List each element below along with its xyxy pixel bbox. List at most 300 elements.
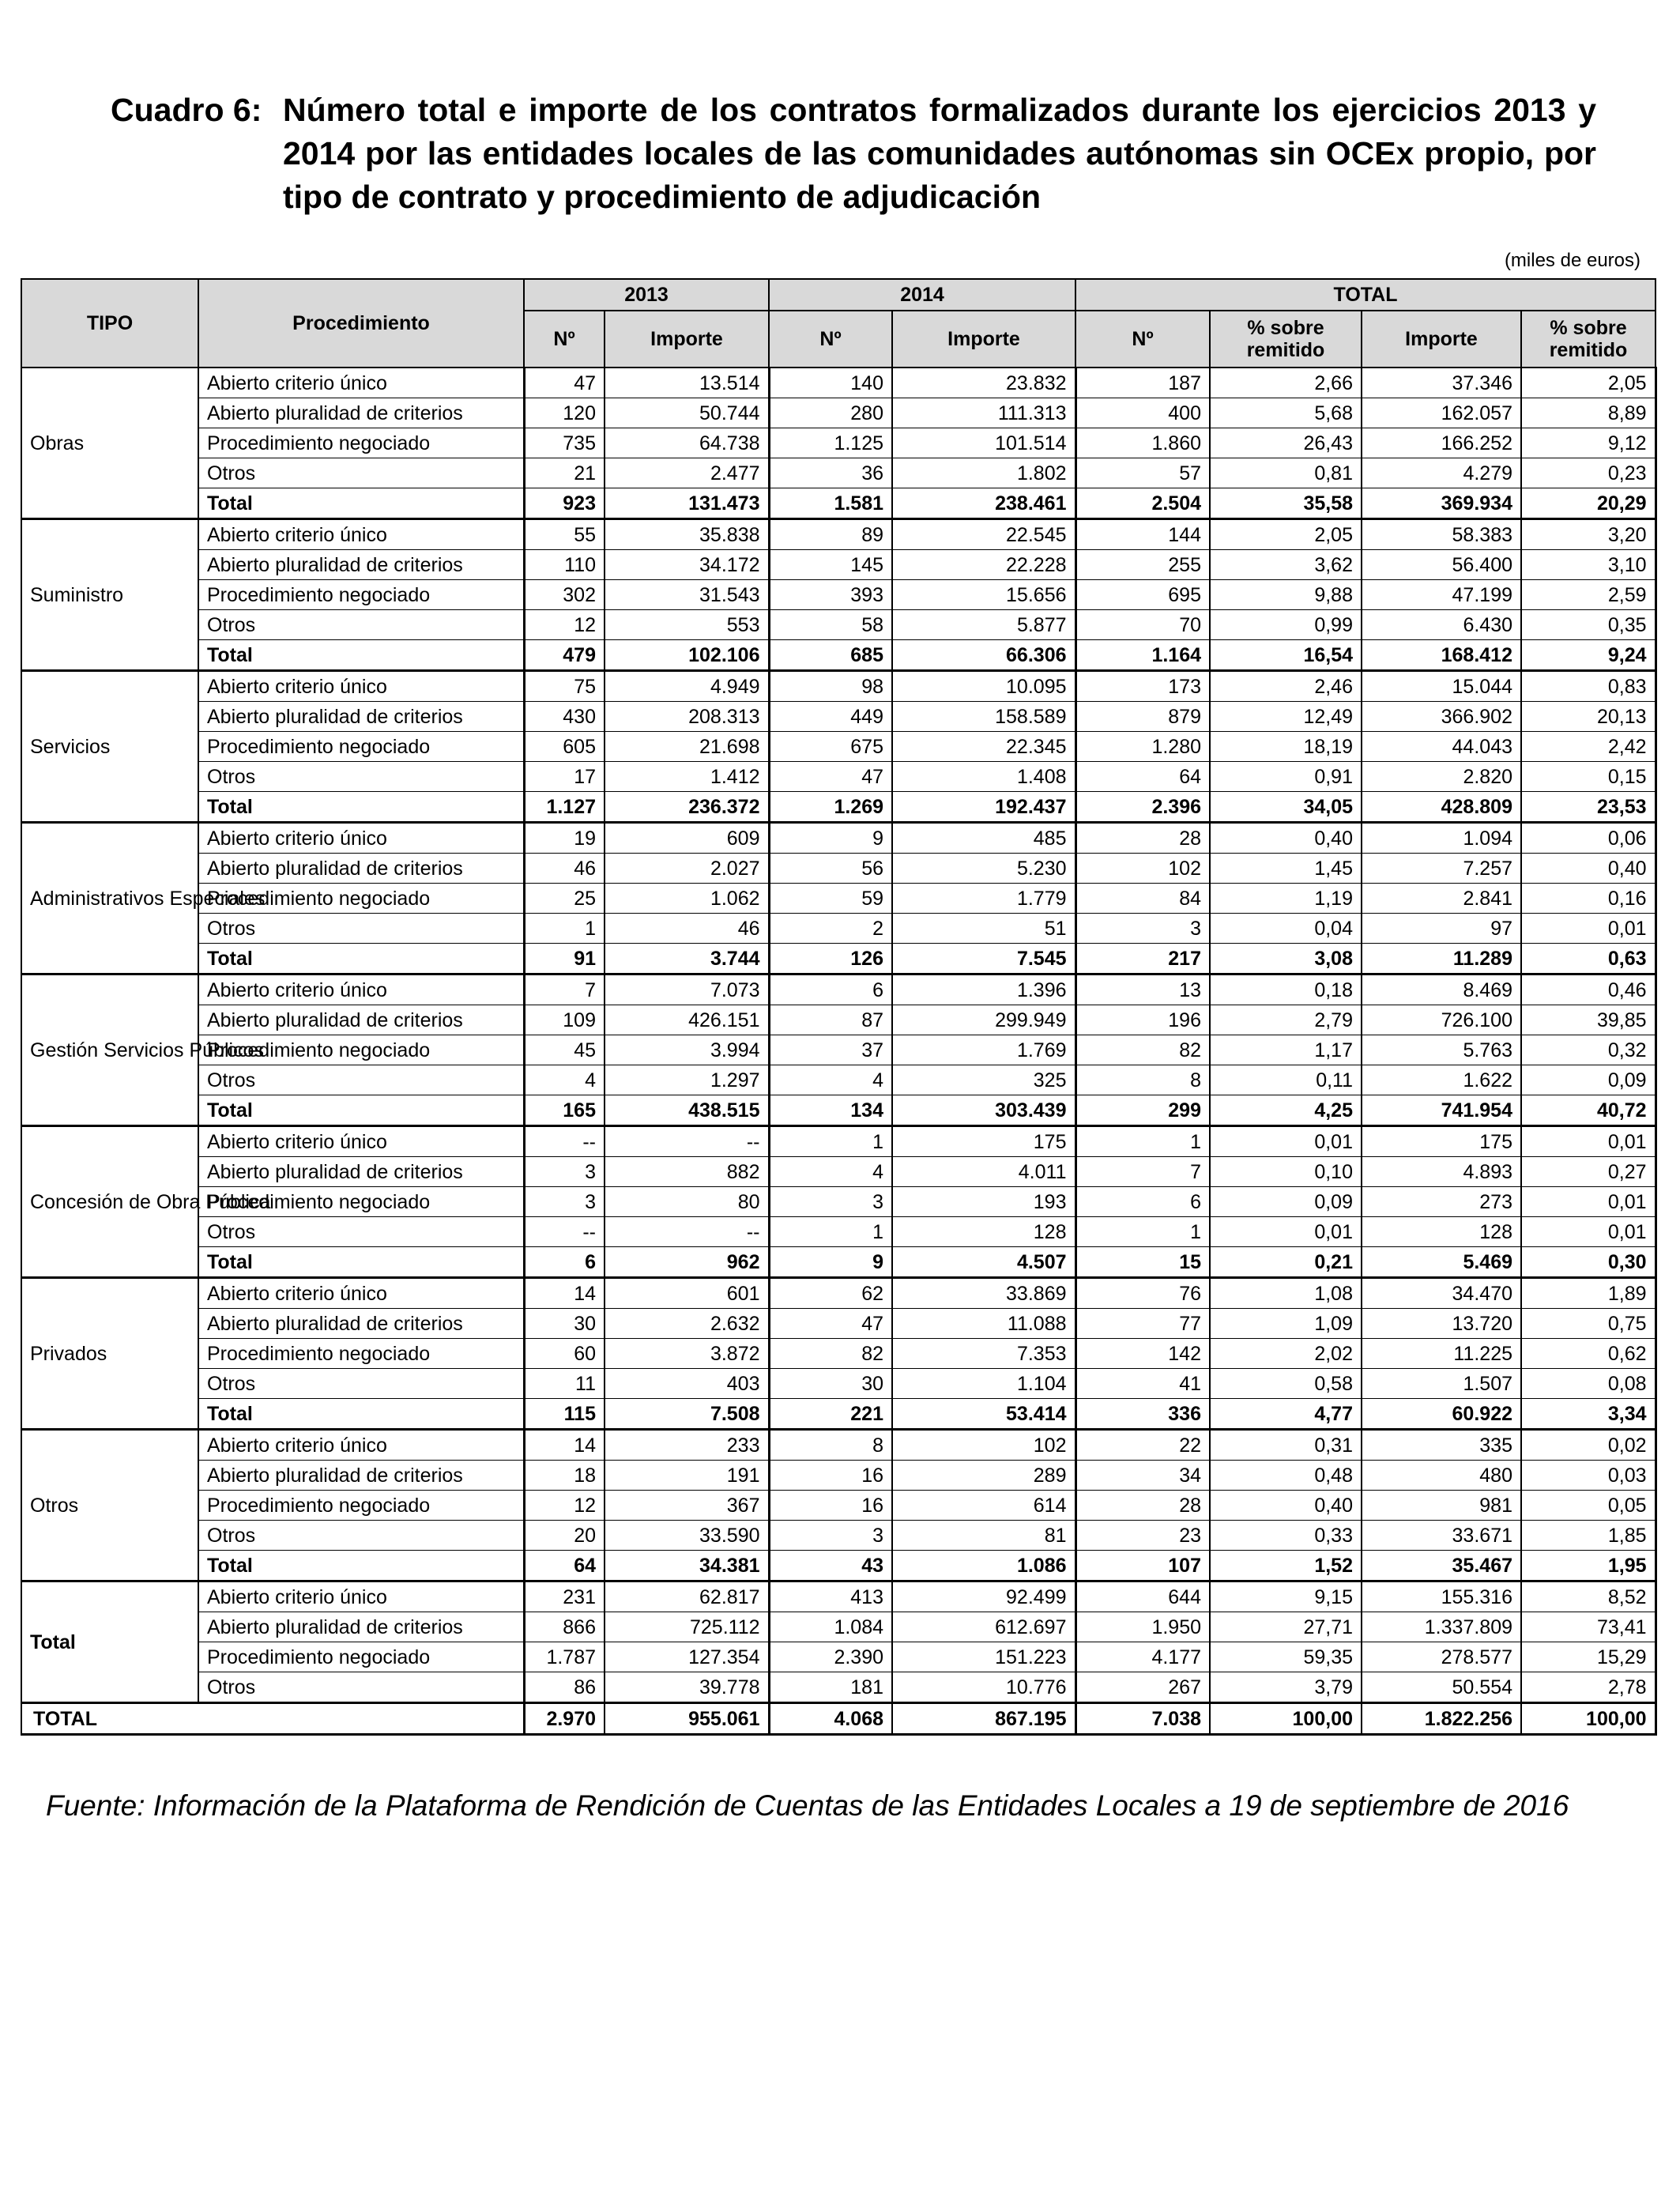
value-cell: 2.396 bbox=[1075, 792, 1210, 823]
grand-total-value: 4.068 bbox=[769, 1703, 892, 1735]
tipo-cell: Obras bbox=[21, 368, 198, 519]
procedimiento-cell: Abierto criterio único bbox=[198, 1278, 524, 1309]
value-cell: 16 bbox=[769, 1491, 892, 1521]
table-row bbox=[21, 580, 1656, 610]
value-cell: 8 bbox=[769, 1430, 892, 1461]
value-cell: 0,01 bbox=[1521, 1187, 1656, 1217]
value-cell: 1,17 bbox=[1210, 1035, 1362, 1065]
value-cell: 236.372 bbox=[605, 792, 769, 823]
value-cell: 1.297 bbox=[605, 1065, 769, 1095]
value-cell: 175 bbox=[1362, 1126, 1521, 1157]
value-cell: 438.515 bbox=[605, 1095, 769, 1126]
value-cell: 0,33 bbox=[1210, 1521, 1362, 1551]
value-cell: 4.011 bbox=[892, 1157, 1075, 1187]
value-cell: 1.104 bbox=[892, 1369, 1075, 1399]
value-cell: 120 bbox=[524, 398, 605, 428]
value-cell: 4.949 bbox=[605, 671, 769, 702]
tipo-cell: Administrativos Especiales bbox=[21, 823, 198, 974]
value-cell: -- bbox=[605, 1217, 769, 1247]
procedimiento-cell: Total bbox=[198, 792, 524, 823]
value-cell: 4.279 bbox=[1362, 458, 1521, 488]
value-cell: 27,71 bbox=[1210, 1612, 1362, 1642]
table-row bbox=[21, 1035, 1656, 1065]
value-cell: 449 bbox=[769, 702, 892, 732]
value-cell: 45 bbox=[524, 1035, 605, 1065]
value-cell: 289 bbox=[892, 1461, 1075, 1491]
header-pct-n: % sobre remitido bbox=[1210, 311, 1362, 368]
value-cell: 64 bbox=[1075, 762, 1210, 792]
table-row bbox=[21, 1612, 1656, 1642]
value-cell: 126 bbox=[769, 944, 892, 974]
value-cell: 18 bbox=[524, 1461, 605, 1491]
value-cell: 280 bbox=[769, 398, 892, 428]
table-row bbox=[21, 823, 1656, 854]
table-row bbox=[21, 1187, 1656, 1217]
value-cell: 0,99 bbox=[1210, 610, 1362, 640]
value-cell: 612.697 bbox=[892, 1612, 1075, 1642]
table-row bbox=[21, 974, 1656, 1005]
value-cell: 3,10 bbox=[1521, 550, 1656, 580]
procedimiento-cell: Procedimiento negociado bbox=[198, 1491, 524, 1521]
value-cell: 87 bbox=[769, 1005, 892, 1035]
value-cell: 221 bbox=[769, 1399, 892, 1430]
value-cell: -- bbox=[605, 1126, 769, 1157]
value-cell: 34.381 bbox=[605, 1551, 769, 1581]
value-cell: 1 bbox=[1075, 1217, 1210, 1247]
procedimiento-cell: Abierto pluralidad de criterios bbox=[198, 1309, 524, 1339]
tipo-cell: Total bbox=[21, 1581, 198, 1703]
value-cell: 208.313 bbox=[605, 702, 769, 732]
value-cell: 2,02 bbox=[1210, 1339, 1362, 1369]
value-cell: 9,12 bbox=[1521, 428, 1656, 458]
header-procedimiento: Procedimiento bbox=[198, 279, 524, 368]
tipo-cell: Otros bbox=[21, 1430, 198, 1581]
header-n-total: Nº bbox=[1075, 311, 1210, 368]
value-cell: 62 bbox=[769, 1278, 892, 1309]
value-cell: 82 bbox=[769, 1339, 892, 1369]
value-cell: 1.507 bbox=[1362, 1369, 1521, 1399]
value-cell: 5.763 bbox=[1362, 1035, 1521, 1065]
value-cell: 158.589 bbox=[892, 702, 1075, 732]
value-cell: 40,72 bbox=[1521, 1095, 1656, 1126]
value-cell: 16,54 bbox=[1210, 640, 1362, 671]
value-cell: 1 bbox=[1075, 1126, 1210, 1157]
value-cell: 26,43 bbox=[1210, 428, 1362, 458]
value-cell: 1.787 bbox=[524, 1642, 605, 1672]
value-cell: 102 bbox=[1075, 854, 1210, 884]
value-cell: 7.257 bbox=[1362, 854, 1521, 884]
value-cell: 0,30 bbox=[1521, 1247, 1656, 1278]
table-row bbox=[21, 1309, 1656, 1339]
value-cell: 17 bbox=[524, 762, 605, 792]
table-row bbox=[21, 1461, 1656, 1491]
value-cell: 187 bbox=[1075, 368, 1210, 398]
value-cell: 553 bbox=[605, 610, 769, 640]
value-cell: 0,27 bbox=[1521, 1157, 1656, 1187]
value-cell: 1 bbox=[769, 1126, 892, 1157]
value-cell: 2 bbox=[769, 914, 892, 944]
contracts-table bbox=[21, 278, 1657, 1736]
value-cell: 64 bbox=[524, 1551, 605, 1581]
tipo-cell: Privados bbox=[21, 1278, 198, 1430]
value-cell: 2.820 bbox=[1362, 762, 1521, 792]
value-cell: 5.469 bbox=[1362, 1247, 1521, 1278]
value-cell: 7 bbox=[524, 974, 605, 1005]
value-cell: 0,23 bbox=[1521, 458, 1656, 488]
value-cell: 11 bbox=[524, 1369, 605, 1399]
value-cell: 3 bbox=[524, 1157, 605, 1187]
value-cell: 44.043 bbox=[1362, 732, 1521, 762]
value-cell: 4.893 bbox=[1362, 1157, 1521, 1187]
value-cell: 0,91 bbox=[1210, 762, 1362, 792]
value-cell: 1,89 bbox=[1521, 1278, 1656, 1309]
value-cell: 4 bbox=[524, 1065, 605, 1095]
procedimiento-cell: Otros bbox=[198, 914, 524, 944]
value-cell: 56.400 bbox=[1362, 550, 1521, 580]
value-cell: 403 bbox=[605, 1369, 769, 1399]
value-cell: 9,24 bbox=[1521, 640, 1656, 671]
procedimiento-cell: Total bbox=[198, 1399, 524, 1430]
value-cell: 1,95 bbox=[1521, 1551, 1656, 1581]
value-cell: 60.922 bbox=[1362, 1399, 1521, 1430]
value-cell: 400 bbox=[1075, 398, 1210, 428]
value-cell: 151.223 bbox=[892, 1642, 1075, 1672]
value-cell: 115 bbox=[524, 1399, 605, 1430]
table-row bbox=[21, 702, 1656, 732]
value-cell: 393 bbox=[769, 580, 892, 610]
table-row bbox=[21, 428, 1656, 458]
value-cell: 741.954 bbox=[1362, 1095, 1521, 1126]
value-cell: 173 bbox=[1075, 671, 1210, 702]
value-cell: 0,46 bbox=[1521, 974, 1656, 1005]
procedimiento-cell: Procedimiento negociado bbox=[198, 1035, 524, 1065]
table-row bbox=[21, 732, 1656, 762]
value-cell: 14 bbox=[524, 1430, 605, 1461]
value-cell: 0,01 bbox=[1521, 1126, 1656, 1157]
value-cell: 0,01 bbox=[1210, 1126, 1362, 1157]
value-cell: 134 bbox=[769, 1095, 892, 1126]
value-cell: 0,21 bbox=[1210, 1247, 1362, 1278]
value-cell: 59 bbox=[769, 884, 892, 914]
value-cell: 430 bbox=[524, 702, 605, 732]
value-cell: 601 bbox=[605, 1278, 769, 1309]
procedimiento-cell: Abierto criterio único bbox=[198, 1581, 524, 1612]
value-cell: 0,01 bbox=[1210, 1217, 1362, 1247]
value-cell: 192.437 bbox=[892, 792, 1075, 823]
value-cell: 0,06 bbox=[1521, 823, 1656, 854]
value-cell: 1,85 bbox=[1521, 1521, 1656, 1551]
grand-total-value: 867.195 bbox=[892, 1703, 1075, 1735]
value-cell: 8 bbox=[1075, 1065, 1210, 1095]
value-cell: 144 bbox=[1075, 519, 1210, 550]
value-cell: 428.809 bbox=[1362, 792, 1521, 823]
value-cell: 1.086 bbox=[892, 1551, 1075, 1581]
value-cell: 3 bbox=[769, 1187, 892, 1217]
value-cell: 5.230 bbox=[892, 854, 1075, 884]
value-cell: 37 bbox=[769, 1035, 892, 1065]
value-cell: 255 bbox=[1075, 550, 1210, 580]
value-cell: 82 bbox=[1075, 1035, 1210, 1065]
procedimiento-cell: Total bbox=[198, 944, 524, 974]
grand-total-value: 955.061 bbox=[605, 1703, 769, 1735]
value-cell: 1.084 bbox=[769, 1612, 892, 1642]
value-cell: 12 bbox=[524, 1491, 605, 1521]
table-row bbox=[21, 1065, 1656, 1095]
value-cell: 426.151 bbox=[605, 1005, 769, 1035]
value-cell: 25 bbox=[524, 884, 605, 914]
value-cell: 23 bbox=[1075, 1521, 1210, 1551]
grand-total-row bbox=[21, 1703, 1656, 1735]
value-cell: 479 bbox=[524, 640, 605, 671]
value-cell: 128 bbox=[892, 1217, 1075, 1247]
value-cell: 11.088 bbox=[892, 1309, 1075, 1339]
table-row bbox=[21, 1126, 1656, 1157]
value-cell: 2,78 bbox=[1521, 1672, 1656, 1703]
value-cell: 97 bbox=[1362, 914, 1521, 944]
value-cell: -- bbox=[524, 1126, 605, 1157]
value-cell: 102.106 bbox=[605, 640, 769, 671]
value-cell: 2.390 bbox=[769, 1642, 892, 1672]
value-cell: 695 bbox=[1075, 580, 1210, 610]
value-cell: 47 bbox=[769, 1309, 892, 1339]
procedimiento-cell: Procedimiento negociado bbox=[198, 428, 524, 458]
value-cell: 47 bbox=[524, 368, 605, 398]
value-cell: 39,85 bbox=[1521, 1005, 1656, 1035]
value-cell: 238.461 bbox=[892, 488, 1075, 519]
value-cell: 1.269 bbox=[769, 792, 892, 823]
value-cell: 1.581 bbox=[769, 488, 892, 519]
value-cell: 34 bbox=[1075, 1461, 1210, 1491]
value-cell: 2.504 bbox=[1075, 488, 1210, 519]
value-cell: 35.467 bbox=[1362, 1551, 1521, 1581]
value-cell: 325 bbox=[892, 1065, 1075, 1095]
value-cell: 11.225 bbox=[1362, 1339, 1521, 1369]
value-cell: 15.044 bbox=[1362, 671, 1521, 702]
procedimiento-cell: Procedimiento negociado bbox=[198, 732, 524, 762]
value-cell: 0,16 bbox=[1521, 884, 1656, 914]
value-cell: 58.383 bbox=[1362, 519, 1521, 550]
value-cell: 335 bbox=[1362, 1430, 1521, 1461]
table-header bbox=[21, 279, 1656, 368]
value-cell: 5,68 bbox=[1210, 398, 1362, 428]
value-cell: 13.514 bbox=[605, 368, 769, 398]
value-cell: 0,01 bbox=[1521, 1217, 1656, 1247]
table-row bbox=[21, 762, 1656, 792]
value-cell: 7.073 bbox=[605, 974, 769, 1005]
units-note: (miles de euros) bbox=[1504, 250, 1640, 271]
value-cell: 92.499 bbox=[892, 1581, 1075, 1612]
value-cell: 80 bbox=[605, 1187, 769, 1217]
table-row bbox=[21, 884, 1656, 914]
procedimiento-cell: Abierto pluralidad de criterios bbox=[198, 1157, 524, 1187]
procedimiento-cell: Total bbox=[198, 1095, 524, 1126]
procedimiento-cell: Procedimiento negociado bbox=[198, 1187, 524, 1217]
grand-total-value: 2.970 bbox=[524, 1703, 605, 1735]
header-n-2014: Nº bbox=[769, 311, 892, 368]
value-cell: 13 bbox=[1075, 974, 1210, 1005]
value-cell: 614 bbox=[892, 1491, 1075, 1521]
procedimiento-cell: Otros bbox=[198, 458, 524, 488]
value-cell: 1.622 bbox=[1362, 1065, 1521, 1095]
value-cell: 50.554 bbox=[1362, 1672, 1521, 1703]
value-cell: 0,32 bbox=[1521, 1035, 1656, 1065]
value-cell: 47.199 bbox=[1362, 580, 1521, 610]
value-cell: 165 bbox=[524, 1095, 605, 1126]
caption-label: Cuadro 6: bbox=[111, 92, 262, 128]
value-cell: 0,40 bbox=[1521, 854, 1656, 884]
value-cell: 2,05 bbox=[1210, 519, 1362, 550]
value-cell: 30 bbox=[524, 1309, 605, 1339]
value-cell: 1.094 bbox=[1362, 823, 1521, 854]
value-cell: 725.112 bbox=[605, 1612, 769, 1642]
value-cell: 6 bbox=[524, 1247, 605, 1278]
value-cell: 35.838 bbox=[605, 519, 769, 550]
value-cell: 155.316 bbox=[1362, 1581, 1521, 1612]
value-cell: 73,41 bbox=[1521, 1612, 1656, 1642]
value-cell: 18,19 bbox=[1210, 732, 1362, 762]
procedimiento-cell: Otros bbox=[198, 610, 524, 640]
value-cell: 2,66 bbox=[1210, 368, 1362, 398]
value-cell: 233 bbox=[605, 1430, 769, 1461]
value-cell: 1.802 bbox=[892, 458, 1075, 488]
value-cell: 8,52 bbox=[1521, 1581, 1656, 1612]
procedimiento-cell: Abierto pluralidad de criterios bbox=[198, 702, 524, 732]
value-cell: 6 bbox=[1075, 1187, 1210, 1217]
value-cell: 685 bbox=[769, 640, 892, 671]
header-total: TOTAL bbox=[1075, 279, 1656, 311]
value-cell: 193 bbox=[892, 1187, 1075, 1217]
value-cell: 37.346 bbox=[1362, 368, 1521, 398]
value-cell: 0,48 bbox=[1210, 1461, 1362, 1491]
value-cell: 46 bbox=[524, 854, 605, 884]
value-cell: 4,77 bbox=[1210, 1399, 1362, 1430]
value-cell: 369.934 bbox=[1362, 488, 1521, 519]
header-year-2013: 2013 bbox=[524, 279, 769, 311]
value-cell: 0,09 bbox=[1210, 1187, 1362, 1217]
value-cell: 70 bbox=[1075, 610, 1210, 640]
value-cell: 47 bbox=[769, 762, 892, 792]
table-row bbox=[21, 1521, 1656, 1551]
value-cell: 168.412 bbox=[1362, 640, 1521, 671]
value-cell: 20,13 bbox=[1521, 702, 1656, 732]
value-cell: 0,40 bbox=[1210, 1491, 1362, 1521]
value-cell: 43 bbox=[769, 1551, 892, 1581]
value-cell: 1.860 bbox=[1075, 428, 1210, 458]
value-cell: 3 bbox=[524, 1187, 605, 1217]
subtotal-row bbox=[21, 640, 1656, 671]
value-cell: 53.414 bbox=[892, 1399, 1075, 1430]
value-cell: 0,63 bbox=[1521, 944, 1656, 974]
table-body bbox=[21, 368, 1656, 1735]
value-cell: 0,15 bbox=[1521, 762, 1656, 792]
subtotal-row bbox=[21, 488, 1656, 519]
value-cell: 15.656 bbox=[892, 580, 1075, 610]
value-cell: 91 bbox=[524, 944, 605, 974]
value-cell: 3 bbox=[769, 1521, 892, 1551]
value-cell: 0,31 bbox=[1210, 1430, 1362, 1461]
value-cell: 22.345 bbox=[892, 732, 1075, 762]
procedimiento-cell: Total bbox=[198, 1551, 524, 1581]
value-cell: 55 bbox=[524, 519, 605, 550]
procedimiento-cell: Abierto pluralidad de criterios bbox=[198, 1005, 524, 1035]
value-cell: 4.177 bbox=[1075, 1642, 1210, 1672]
value-cell: 3.872 bbox=[605, 1339, 769, 1369]
value-cell: 0,09 bbox=[1521, 1065, 1656, 1095]
value-cell: 4 bbox=[769, 1065, 892, 1095]
value-cell: 1,45 bbox=[1210, 854, 1362, 884]
table-row bbox=[21, 1642, 1656, 1672]
value-cell: 22 bbox=[1075, 1430, 1210, 1461]
value-cell: 735 bbox=[524, 428, 605, 458]
table-row bbox=[21, 671, 1656, 702]
value-cell: 644 bbox=[1075, 1581, 1210, 1612]
value-cell: 84 bbox=[1075, 884, 1210, 914]
table-row bbox=[21, 914, 1656, 944]
value-cell: 20,29 bbox=[1521, 488, 1656, 519]
procedimiento-cell: Abierto pluralidad de criterios bbox=[198, 398, 524, 428]
table-row bbox=[21, 1005, 1656, 1035]
header-tipo: TIPO bbox=[21, 279, 198, 368]
table-row bbox=[21, 519, 1656, 550]
value-cell: 2,46 bbox=[1210, 671, 1362, 702]
value-cell: 28 bbox=[1075, 1491, 1210, 1521]
value-cell: 1,19 bbox=[1210, 884, 1362, 914]
value-cell: 278.577 bbox=[1362, 1642, 1521, 1672]
value-cell: 127.354 bbox=[605, 1642, 769, 1672]
value-cell: 480 bbox=[1362, 1461, 1521, 1491]
value-cell: 0,11 bbox=[1210, 1065, 1362, 1095]
value-cell: 1 bbox=[524, 914, 605, 944]
value-cell: 1.280 bbox=[1075, 732, 1210, 762]
subtotal-row bbox=[21, 1247, 1656, 1278]
value-cell: 3.994 bbox=[605, 1035, 769, 1065]
value-cell: 1.412 bbox=[605, 762, 769, 792]
grand-total-value: 1.822.256 bbox=[1362, 1703, 1521, 1735]
value-cell: 981 bbox=[1362, 1491, 1521, 1521]
header-importe-total: Importe bbox=[1362, 311, 1521, 368]
value-cell: 14 bbox=[524, 1278, 605, 1309]
value-cell: 77 bbox=[1075, 1309, 1210, 1339]
table-row bbox=[21, 610, 1656, 640]
tipo-cell: Gestión Servicios Públicos bbox=[21, 974, 198, 1126]
value-cell: 2,59 bbox=[1521, 580, 1656, 610]
value-cell: 1.127 bbox=[524, 792, 605, 823]
grand-total-label: TOTAL bbox=[21, 1703, 524, 1735]
value-cell: 98 bbox=[769, 671, 892, 702]
value-cell: 4,25 bbox=[1210, 1095, 1362, 1126]
table-row bbox=[21, 1339, 1656, 1369]
value-cell: 366.902 bbox=[1362, 702, 1521, 732]
value-cell: 9,88 bbox=[1210, 580, 1362, 610]
grand-total-value: 100,00 bbox=[1210, 1703, 1362, 1735]
value-cell: 0,10 bbox=[1210, 1157, 1362, 1187]
value-cell: 109 bbox=[524, 1005, 605, 1035]
procedimiento-cell: Abierto pluralidad de criterios bbox=[198, 854, 524, 884]
table-row bbox=[21, 1157, 1656, 1187]
procedimiento-cell: Total bbox=[198, 1247, 524, 1278]
value-cell: 64.738 bbox=[605, 428, 769, 458]
value-cell: 15,29 bbox=[1521, 1642, 1656, 1672]
value-cell: 23,53 bbox=[1521, 792, 1656, 823]
table-row bbox=[21, 550, 1656, 580]
value-cell: 50.744 bbox=[605, 398, 769, 428]
value-cell: 605 bbox=[524, 732, 605, 762]
value-cell: 0,05 bbox=[1521, 1491, 1656, 1521]
subtotal-row bbox=[21, 1551, 1656, 1581]
value-cell: 273 bbox=[1362, 1187, 1521, 1217]
value-cell: 19 bbox=[524, 823, 605, 854]
procedimiento-cell: Abierto pluralidad de criterios bbox=[198, 550, 524, 580]
